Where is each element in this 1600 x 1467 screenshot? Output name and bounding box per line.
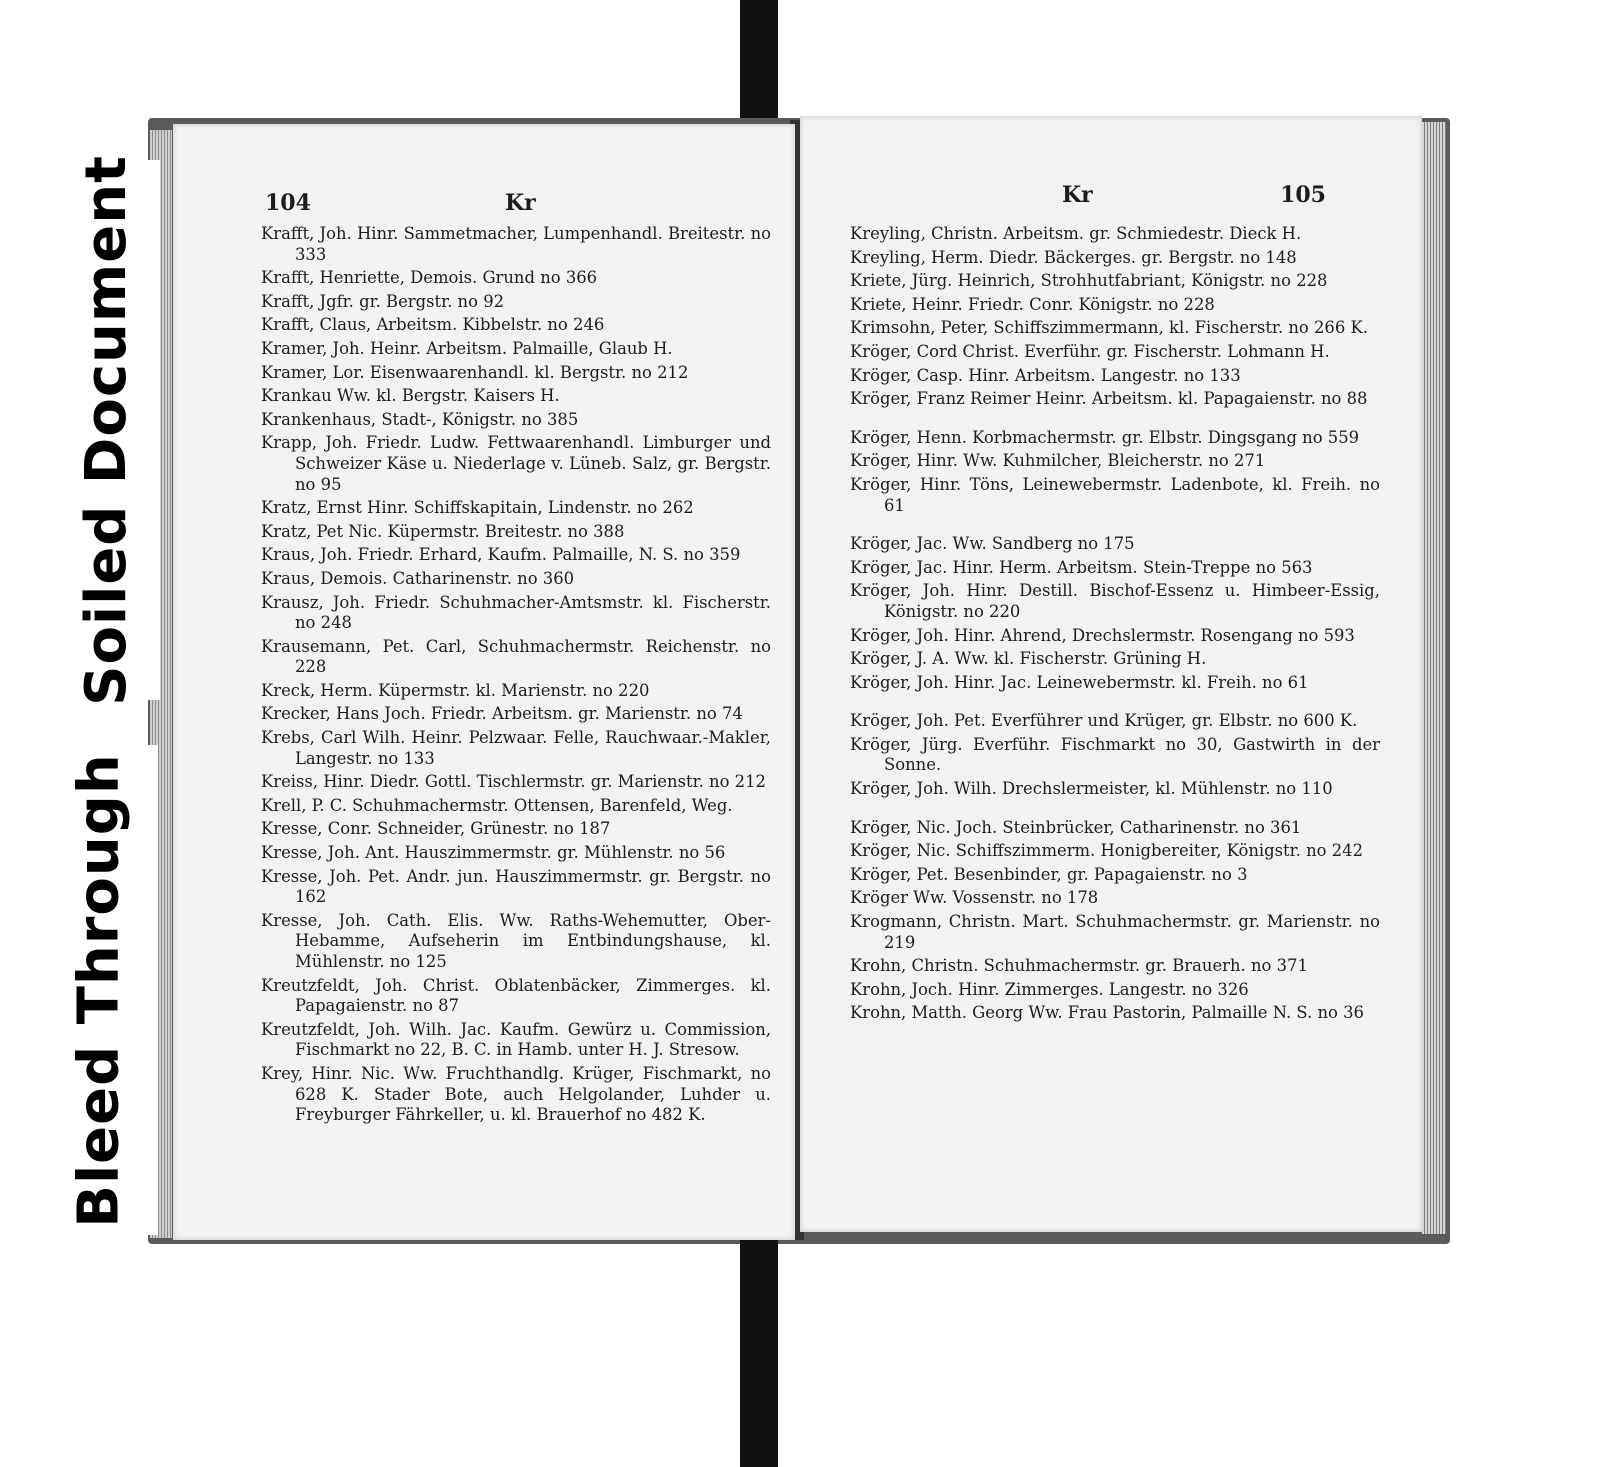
bleed-through-text: Bleed Through [66, 752, 132, 1228]
directory-entry: Kresse, Joh. Ant. Hauszimmermstr. gr. Mühlenstr. no 56 [261, 843, 726, 863]
section-heading: Kr [505, 190, 536, 216]
directory-entry: Kröger, J. A. Ww. kl. Fischerstr. Grüning H. [850, 649, 1207, 669]
directory-entry: Kreck, Herm. Küpermstr. kl. Marienstr. no 220 [261, 680, 650, 700]
directory-entry: Kröger, Cord Christ. Everführ. gr. Fischerstr. Lohmann H. [850, 341, 1330, 361]
directory-entry: Kreyling, Christn. Arbeitsm. gr. Schmiedestr. Dieck H. [850, 224, 1302, 243]
directory-entry: Kratz, Ernst Hinr. Schiffskapitain, Lindenstr. no 262 [261, 498, 694, 518]
directory-entry: Kröger, Nic. Schiffszimmerm. Honigbereiter, Königstr. no 242 [850, 841, 1363, 861]
soiled-document-label [52, 154, 160, 706]
right-page [800, 116, 1422, 1232]
binding-strap-top [740, 0, 778, 130]
directory-entry: Kröger Ww. Vossenstr. no 178 [850, 888, 1099, 908]
directory-entry: Kriete, Jürg. Heinrich, Strohhutfabriant, Königstr. no 228 [850, 271, 1328, 291]
directory-entry: Krohn, Joch. Hinr. Zimmerges. Langestr. no 326 [850, 979, 1249, 999]
right-entry-list [850, 224, 1380, 1027]
directory-entry: Kreutzfeldt, Joh. Wilh. Jac. Kaufm. Gewürz u. Commission, Fischmarkt no 22, B. C. in Hamb. unter H. J. Stresow. [261, 1019, 771, 1060]
directory-entry: Kröger, Joh. Hinr. Ahrend, Drechslermstr. Rosengang no 593 [850, 625, 1355, 645]
directory-entry: Kramer, Joh. Heinr. Arbeitsm. Palmaille, Glaub H. [261, 338, 673, 358]
directory-entry: Krohn, Matth. Georg Ww. Frau Pastorin, Palmaille N. S. no 36 [850, 1003, 1364, 1023]
directory-entry: Kröger, Joh. Pet. Everführer und Krüger, gr. Elbstr. no 600 K. [850, 711, 1358, 731]
directory-entry: Kröger, Jac. Hinr. Herm. Arbeitsm. Stein-Treppe no 563 [850, 557, 1313, 577]
directory-entry: Krafft, Joh. Hinr. Sammetmacher, Lumpenhandl. Breitestr. no 333 [261, 224, 771, 264]
directory-entry: Kratz, Pet Nic. Küpermstr. Breitestr. no 388 [261, 521, 625, 541]
directory-entry: Krecker, Hans Joch. Friedr. Arbeitsm. gr. Marienstr. no 74 [261, 704, 743, 724]
page-number: 105 [1280, 182, 1326, 208]
directory-entry: Kröger, Henn. Korbmachermstr. gr. Elbstr. Dingsgang no 559 [850, 427, 1360, 447]
directory-entry: Kraus, Demois. Catharinenstr. no 360 [261, 568, 575, 588]
directory-entry: Kramer, Lor. Eisenwaarenhandl. kl. Bergstr. no 212 [261, 362, 689, 382]
left-entry-list [261, 224, 771, 1129]
directory-entry: Krapp, Joh. Friedr. Ludw. Fettwaarenhandl. Limburger und Schweizer Käse u. Niederlage v. Lüneb. Salz, gr. Bergstr. no 95 [261, 433, 771, 494]
directory-entry: Kresse, Joh. Pet. Andr. jun. Hauszimmermstr. gr. Bergstr. no 162 [261, 866, 771, 907]
directory-entry: Krausemann, Pet. Carl, Schuhmachermstr. Reichenstr. no 228 [261, 636, 771, 677]
directory-entry: Krimsohn, Peter, Schiffszimmermann, kl. Fischerstr. no 266 K. [850, 318, 1368, 338]
directory-entry: Krafft, Claus, Arbeitsm. Kibbelstr. no 246 [261, 315, 605, 335]
directory-entry: Krogmann, Christn. Mart. Schuhmachermstr. gr. Marienstr. no 219 [850, 912, 1380, 952]
directory-entry: Kröger, Joh. Hinr. Jac. Leinewebermstr. kl. Freih. no 61 [850, 672, 1309, 692]
directory-entry: Kreutzfeldt, Joh. Christ. Oblatenbäcker, Zimmerges. kl. Papagaienstr. no 87 [261, 975, 771, 1016]
directory-entry: Kreyling, Herm. Diedr. Bäckerges. gr. Bergstr. no 148 [850, 247, 1297, 267]
directory-entry: Krohn, Christn. Schuhmachermstr. gr. Brauerh. no 371 [850, 956, 1308, 976]
directory-entry: Krausz, Joh. Friedr. Schuhmacher-Amtsmstr. kl. Fischerstr. no 248 [261, 592, 771, 633]
directory-entry: Kröger, Franz Reimer Heinr. Arbeitsm. kl. Papagaienstr. no 88 [850, 389, 1368, 409]
directory-entry: Krankenhaus, Stadt-, Königstr. no 385 [261, 409, 579, 429]
directory-entry: Kröger, Hinr. Ww. Kuhmilcher, Bleicherstr. no 271 [850, 451, 1266, 471]
left-page [173, 124, 795, 1240]
page-number: 104 [265, 190, 311, 216]
directory-entry: Krafft, Jgfr. gr. Bergstr. no 92 [261, 291, 505, 311]
directory-entry: Krankau Ww. kl. Bergstr. Kaisers H. [261, 386, 560, 406]
soiled-document-text: Soiled Document [73, 154, 139, 706]
section-heading: Kr [1062, 182, 1093, 208]
directory-entry: Kresse, Conr. Schneider, Grünestr. no 187 [261, 819, 611, 839]
page-edges-right [1422, 122, 1446, 1234]
directory-entry: Krey, Hinr. Nic. Ww. Fruchthandlg. Krüger, Fischmarkt, no 628 K. Stader Bote, auch Helgolander, Luhder u. Freyburger Fährkeller, u. kl. Brauerhof no 482 K. [261, 1063, 771, 1125]
directory-entry: Kröger, Joh. Wilh. Drechslermeister, kl. Mühlenstr. no 110 [850, 779, 1333, 799]
directory-entry: Kröger, Jürg. Everführ. Fischmarkt no 30, Gastwirth in der Sonne. [850, 734, 1380, 775]
bleed-through-label [40, 745, 158, 1235]
directory-entry: Krafft, Henriette, Demois. Grund no 366 [261, 268, 598, 288]
directory-entry: Kraus, Joh. Friedr. Erhard, Kaufm. Palmaille, N. S. no 359 [261, 545, 741, 565]
directory-entry: Krebs, Carl Wilh. Heinr. Pelzwaar. Felle, Rauchwaar.-Makler, Langestr. no 133 [261, 728, 771, 768]
directory-entry: Kröger, Nic. Joch. Steinbrücker, Catharinenstr. no 361 [850, 817, 1302, 837]
directory-entry: Kreiss, Hinr. Diedr. Gottl. Tischlermstr. gr. Marienstr. no 212 [261, 772, 766, 792]
directory-entry: Kröger, Jac. Ww. Sandberg no 175 [850, 534, 1135, 554]
directory-entry: Krell, P. C. Schuhmachermstr. Ottensen, Barenfeld, Weg. [261, 795, 733, 815]
directory-entry: Kröger, Hinr. Töns, Leinewebermstr. Ladenbote, kl. Freih. no 61 [850, 474, 1380, 515]
binding-strap-bottom [740, 1225, 778, 1467]
directory-entry: Kröger, Pet. Besenbinder, gr. Papagaienstr. no 3 [850, 864, 1248, 884]
directory-entry: Kröger, Casp. Hinr. Arbeitsm. Langestr. no 133 [850, 365, 1241, 385]
directory-entry: Kresse, Joh. Cath. Elis. Ww. Raths-Wehemutter, Ober-Hebamme, Aufseherin im Entbindungshause, kl. Mühlenstr. no 125 [261, 910, 771, 971]
directory-entry: Kriete, Heinr. Friedr. Conr. Königstr. no 228 [850, 294, 1215, 314]
directory-entry: Kröger, Joh. Hinr. Destill. Bischof-Essenz u. Himbeer-Essig, Königstr. no 220 [850, 581, 1380, 621]
